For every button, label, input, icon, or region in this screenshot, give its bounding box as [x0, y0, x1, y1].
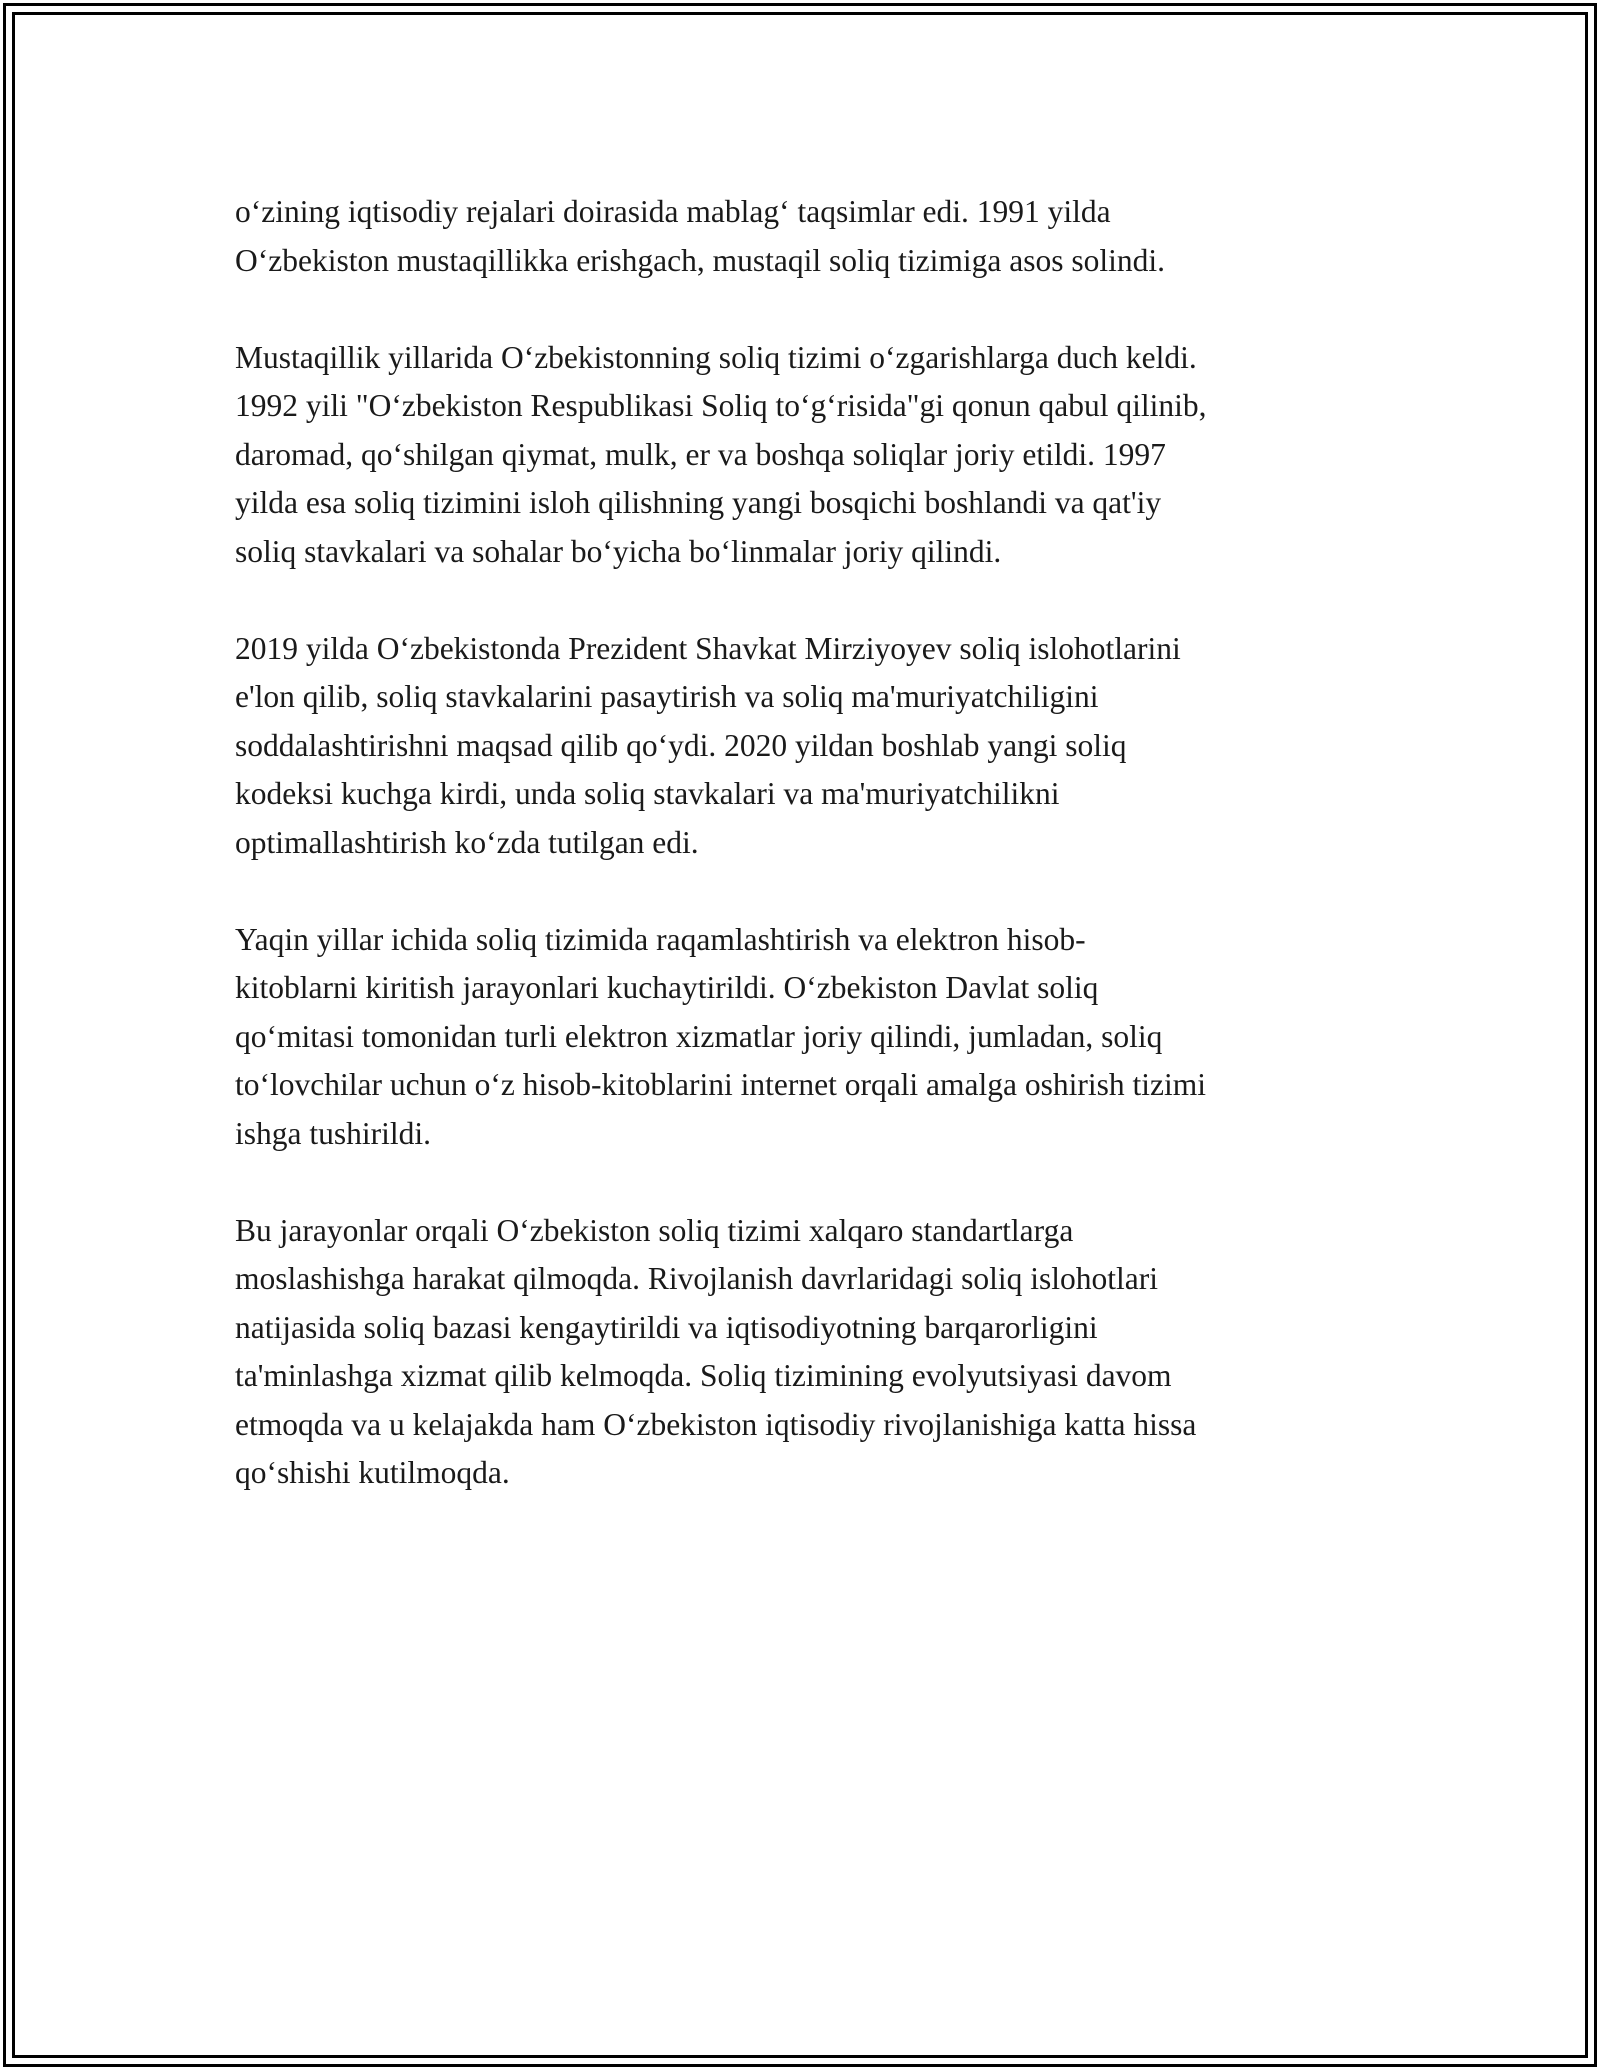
text-line: daromad, qo‘shilgan qiymat, mulk, er va boshqa soliqlar joriy etildi. 1997 [235, 436, 1166, 472]
text-line: moslashishga harakat qilmoqda. Rivojlanish davrlaridagi soliq islohotlari [235, 1261, 1158, 1296]
text-line: ishga tushirildi. [235, 1115, 431, 1151]
text-line: kodeksi kuchga kirdi, unda soliq stavkalari va ma'muriyatchilikni [235, 776, 1060, 811]
text-line: Yaqin yillar ichida soliq tizimida raqamlashtirish va elektron hisob- [235, 921, 1086, 957]
text-line: e'lon qilib, soliq stavkalarini pasaytirish va soliq ma'muriyatchiligini [235, 679, 1099, 714]
text-line: o‘zining iqtisodiy rejalari doirasida mablag‘ taqsimlar edi. 1991 yilda [235, 194, 1111, 229]
text-line: etmoqda va u kelajakda ham O‘zbekiston iqtisodiy rivojlanishiga katta hissa [235, 1406, 1197, 1442]
text-line: soddalashtirishni maqsad qilib qo‘ydi. 2020 yildan boshlab yangi soliq [235, 727, 1127, 763]
text-line: qo‘mitasi tomonidan turli elektron xizmatlar joriy qilindi, jumladan, soliq [235, 1018, 1163, 1054]
text-line: 2019 yilda O‘zbekistonda Prezident Shavkat Mirziyoyev soliq islohotlarini [235, 630, 1181, 666]
text-line: yilda esa soliq tizimini isloh qilishning yangi bosqichi boshlandi va qat'iy [235, 485, 1162, 520]
text-line: optimallashtirish ko‘zda tutilgan edi. [235, 824, 699, 860]
text-line: qo‘shishi kutilmoqda. [235, 1455, 510, 1490]
text-line: Mustaqillik yillarida O‘zbekistonning soliq tizimi o‘zgarishlarga duch keldi. [235, 339, 1197, 375]
text-line: ta'minlashga xizmat qilib kelmoqda. Soliq tizimining evolyutsiyasi davom [235, 1358, 1172, 1393]
paragraph-5 [235, 1207, 1375, 1498]
text-line: kitoblarni kiritish jarayonlari kuchaytirildi. O‘zbekiston Davlat soliq [235, 970, 1099, 1005]
text-line: soliq stavkalari va sohalar bo‘yicha bo‘linmalar joriy qilindi. [235, 533, 1002, 569]
text-line: natijasida soliq bazasi kengaytirildi va iqtisodiyotning barqarorligini [235, 1309, 1098, 1345]
text-line: 1992 yili "O‘zbekiston Respublikasi Soliq to‘g‘risida"gi qonun qabul qilinib, [235, 388, 1207, 423]
paragraph-4 [235, 916, 1375, 1159]
text-line: Bu jarayonlar orqali O‘zbekiston soliq tizimi xalqaro standartlarga [235, 1212, 1074, 1248]
text-line: O‘zbekiston mustaqillikka erishgach, mustaqil soliq tizimiga asos solindi. [235, 242, 1166, 278]
page-body [235, 188, 1375, 1546]
text-line: to‘lovchilar uchun o‘z hisob-kitoblarini internet orqali amalga oshirish tizimi [235, 1067, 1207, 1102]
paragraph-3 [235, 625, 1375, 868]
paragraph-2 [235, 334, 1375, 577]
paragraph-1 [235, 188, 1375, 285]
